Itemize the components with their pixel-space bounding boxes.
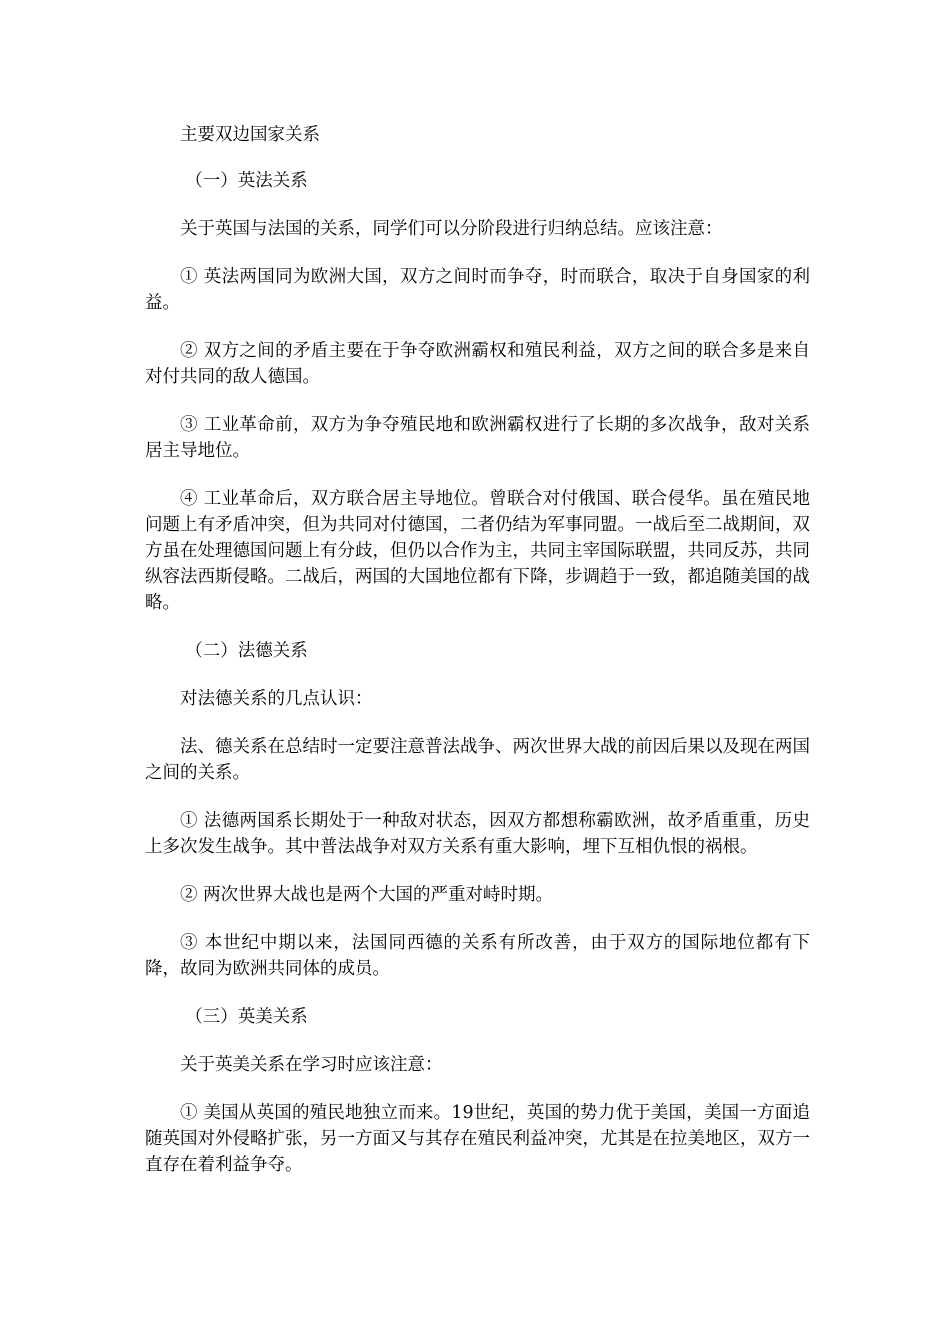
paragraph: 关于英美关系在学习时应该注意：	[180, 1055, 443, 1075]
paragraph: ② 两次世界大战也是两个大国的严重对峙时期。	[180, 885, 554, 905]
paragraph: ③ 工业革命前，双方为争夺殖民地和欧洲霸权进行了长期的多次战争，敌对关系居主导地位。	[145, 415, 810, 461]
paragraph: ③ 本世纪中期以来，法国同西德的关系有所改善，由于双方的国际地位都有下降，故同为欧洲共同体的成员。	[145, 933, 810, 979]
paragraph: 法、德关系在总结时一定要注意普法战争、两次世界大战的前因后果以及现在两国之间的关系。	[145, 737, 810, 783]
paragraph: ④ 工业革命后，双方联合居主导地位。曾联合对付俄国、联合侵华。虽在殖民地问题上有矛盾冲突，但为共同对付德国，二者仍结为军事同盟。一战后至二战期间，双方虽在处理德国问题上有分歧，但仍以合作为主，共同主宰国际联盟，共同反苏，共同纵容法西斯侵略。二战后，两国的大国地位都有下降，步调趋于一致，都追随美国的战略。	[145, 489, 810, 613]
document-title: 主要双边国家关系	[180, 125, 320, 145]
document-body	[145, 118, 810, 1200]
paragraph: ② 双方之间的矛盾主要在于争夺欧洲霸权和殖民利益，双方之间的联合多是来自对付共同的敌人德国。	[145, 341, 810, 387]
section-heading-france-germany: （二）法德关系	[185, 641, 308, 661]
section-heading-uk-us: （三）英美关系	[185, 1007, 308, 1027]
paragraph: ① 法德两国系长期处于一种敌对状态，因双方都想称霸欧洲，故矛盾重重，历史上多次发生战争。其中普法战争对双方关系有重大影响，埋下互相仇恨的祸根。	[145, 811, 810, 857]
paragraph: ① 英法两国同为欧洲大国，双方之间时而争夺，时而联合，取决于自身国家的利益。	[145, 267, 810, 313]
paragraph: ① 美国从英国的殖民地独立而来。19世纪，英国的势力优于美国，美国一方面追随英国对外侵略扩张，另一方面又与其存在殖民利益冲突，尤其是在拉美地区，双方一直存在着利益争夺。	[145, 1103, 810, 1175]
paragraph: 对法德关系的几点认识：	[180, 689, 373, 709]
paragraph: 关于英国与法国的关系，同学们可以分阶段进行归纳总结。应该注意：	[180, 219, 723, 239]
section-heading-uk-france: （一）英法关系	[185, 171, 308, 191]
